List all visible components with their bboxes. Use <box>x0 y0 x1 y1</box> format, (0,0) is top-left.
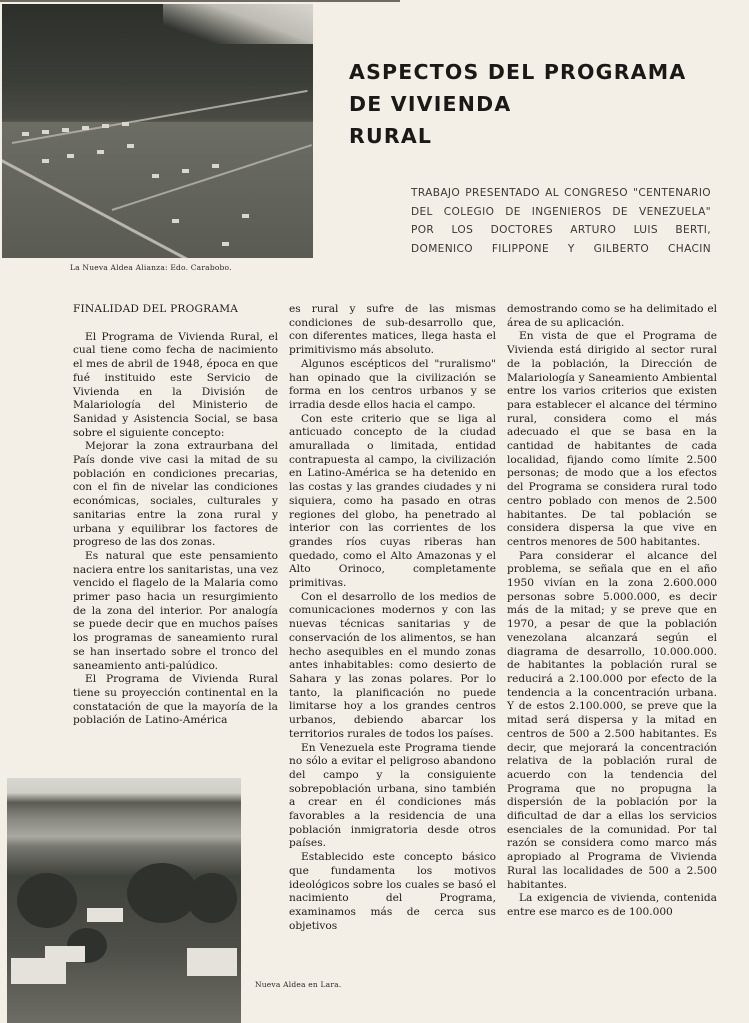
paragraph: Algunos escépticos del "ruralismo" han opinado que la civilización se forma en los centros urbanos y se irradia desde ellos hacia el campo. <box>289 357 496 411</box>
byline-line: DOMENICO FILIPPONE Y GILBERTO CHACIN <box>411 242 711 255</box>
paragraph: El Programa de Vivienda Rural, el cual tiene como fecha de nacimiento el mes de abril de 1948, época en que fué instituido este Servicio de Vivienda en la División de Malariología del Ministerio de Sanidad y Asistencia Social, se basa sobre el siguiente concepto: <box>73 330 278 439</box>
paragraph: demostrando como se ha delimitado el área de su aplicación. <box>507 303 717 329</box>
byline-line: TRABAJO PRESENTADO AL CONGRESO "CENTENARIO <box>411 187 711 199</box>
title-line: ASPECTOS DEL PROGRAMA <box>349 60 687 84</box>
paragraph: Establecido este concepto básico que fundamenta los motivos ideológicos sobre los cuales se basó el nacimiento del Programa, examinamos más de cerca sus objetivos <box>289 851 496 932</box>
photo-house <box>67 154 74 158</box>
byline <box>411 184 711 258</box>
page-title <box>349 56 686 152</box>
figure-caption: La Nueva Aldea Alianza: Edo. Carabobo. <box>70 263 232 272</box>
text-column-3 <box>507 303 717 920</box>
paragraph: Con este criterio que se liga al anticuado concepto de la ciudad amurallada o limitada, entidad contrapuesta al campo, la civilización en Latino-América se ha detenido en las costas y las grandes ciudades y ni siquiera, como ha pasado en otras regiones del globo, ha penetrado al interior con las corrientes de los grandes ríos cuyas riberas han quedado, como el Alto Amazonas y el Alto Orinoco, completamente primitivas. <box>289 412 496 590</box>
text-column-1 <box>73 303 278 728</box>
photo-house <box>242 214 249 218</box>
paragraph: Mejorar la zona extraurbana del País donde vive casi la mitad de su población en condiciones precarias, con el fin de nivelar las condiciones económicas, sociales, culturales y sanitarias entre la zona rural y urbana y equilibrar los factores de progreso de las dos zonas. <box>73 440 278 549</box>
photo-house <box>42 159 49 163</box>
paragraph: El Programa de Vivienda Rural tiene su proyección continental en la constatación de que la mayoría de la población de Latino-América <box>73 673 278 727</box>
photo-hut <box>187 948 237 976</box>
photo-tree <box>187 873 237 923</box>
photo-house <box>212 164 219 168</box>
figure-caption: Nueva Aldea en Lara. <box>255 980 342 989</box>
paragraph: es rural y sufre de las mismas condiciones de sub-desarrollo que, con diferentes matices, llega hasta el primitivismo más absoluto. <box>289 303 496 357</box>
paragraph: En vista de que el Programa de Vivienda está dirigido al sector rural de la población, la Dirección de Malariología y Saneamiento Ambiental entre los varios criterios que existen para establecer el alcance del término rural, considera como el más adecuado el que se basa en la cantidad de habitantes de cada localidad, fijando como límite 2.500 personas; de modo que a los efectos del Programa se considera rural todo centro poblado con menos de 2.500 habitantes. De tal población se considera dispersa la que vive en centros menores de 500 habitantes. <box>507 330 717 548</box>
title-line: DE VIVIENDA <box>349 92 512 116</box>
paragraph: La exigencia de vivienda, contenida entre ese marco es de 100.000 <box>507 892 717 918</box>
photo-house <box>182 169 189 173</box>
photo-aldea-lara <box>7 778 241 1023</box>
photo-house <box>122 122 129 126</box>
byline-line: POR LOS DOCTORES ARTURO LUIS BERTI, <box>411 224 711 236</box>
photo-field <box>2 122 313 258</box>
photo-house <box>22 132 29 136</box>
photo-house <box>152 174 159 178</box>
paragraph: Es natural que este pensamiento naciera entre los sanitaristas, una vez vencido el flagelo de la Malaria como primer paso hacia un resurgimiento de la zona del interior. Por analogía se puede decir que en muchos países los programas de saneamiento rural se han insertado sobre el tronco del saneamiento anti-palúdico. <box>73 549 278 672</box>
photo-hut <box>45 946 85 962</box>
paragraph: En Venezuela este Programa tiende no sólo a evitar el peligroso abandono del campo y la consiguiente sobrepoblación urbana, sino también a crear en él condiciones más favorables a la residencia de una población inmigratoria desde otros países. <box>289 741 496 850</box>
photo-house <box>127 144 134 148</box>
photo-house <box>97 150 104 154</box>
title-line: RURAL <box>349 124 433 148</box>
top-rule <box>0 0 400 2</box>
photo-house <box>62 128 69 132</box>
section-heading: FINALIDAD DEL PROGRAMA <box>73 303 239 315</box>
text-column-2 <box>289 303 496 933</box>
photo-house <box>102 124 109 128</box>
photo-tree <box>17 873 77 928</box>
photo-sky <box>163 4 313 44</box>
photo-house <box>172 219 179 223</box>
photo-house <box>42 130 49 134</box>
photo-aldea-alianza <box>2 4 313 258</box>
photo-house <box>82 126 89 130</box>
byline-line: DEL COLEGIO DE INGENIEROS DE VENEZUELA" <box>411 205 711 218</box>
paragraph: Con el desarrollo de los medios de comunicaciones modernos y con las nuevas técnicas sanitarias y de conservación de los alimentos, se han hecho asequibles en el mundo zonas antes inhabitables: como desierto de Sahara y las zonas polares. Por lo tanto, la planificación no puede limitarse hoy a los grandes centros urbanos, debiendo abarcar los territorios rurales de todos los países. <box>289 590 496 740</box>
photo-house <box>222 242 229 246</box>
photo-hut <box>87 908 123 922</box>
paragraph: Para considerar el alcance del problema, se señala que en el año 1950 vivían en la zona 2.600.000 personas sobre 5.000.000, es decir más de la mitad; y se preve que en 1970, a pesar de que la población venezolana alcanzará según el diagrama de desarrollo, 10.000.000. de habitantes la población rural se reducirá a 2.100.000 por efecto de la tendencia a la concentración urbana. Y de estos 2.100.000, se preve que la mitad será dispersa y la mitad en centros de 500 a 2.500 habitantes. Es decir, que mejorará la concentración relativa de la población rural de acuerdo con la tendencia del Programa que no propugna la dispersión de la población por la dificultad de dar a ellas los servicios esenciales de la comunidad. Por tal razón se considera como marco más apropiado al Programa de Vivienda Rural las localidades de 500 a 2.500 habitantes. <box>507 549 717 891</box>
